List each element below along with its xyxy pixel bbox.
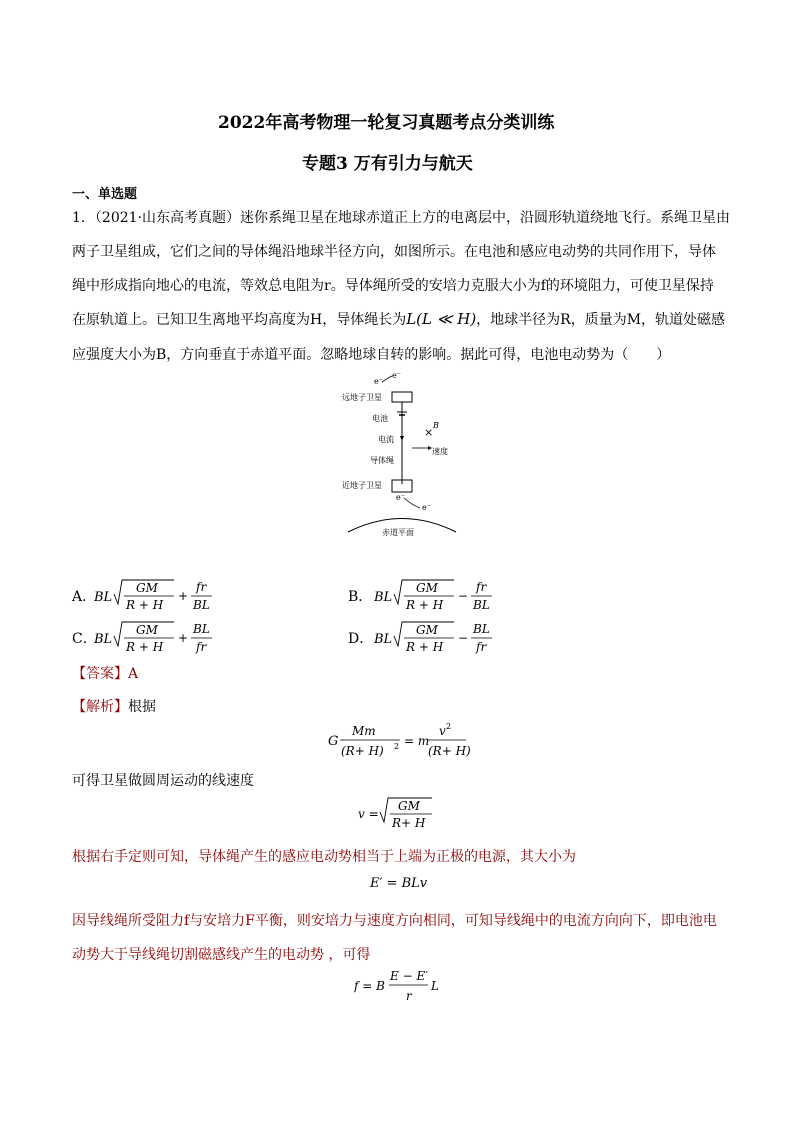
d-bl: BL	[374, 632, 393, 647]
equation-1	[328, 720, 488, 764]
fig-current-label: 电流	[378, 435, 394, 444]
a-gm: GM	[136, 581, 158, 595]
speed-text: 可得卫星做圆周运动的线速度	[72, 773, 254, 789]
force-text-1: 因导线绳所受阻力f与安培力F平衡，则安培力与速度方向相同，可知导线绳中的电流方向向下，即电池电	[72, 913, 717, 929]
question-line-5: 应强度大小为B，方向垂直于赤道平面。忽略地球自转的影响。据此可得，电池电动势为（ ）	[72, 347, 671, 363]
fig-far-satellite-label: 远地子卫星	[342, 393, 382, 402]
b-gm: GM	[416, 581, 438, 595]
eq1-g: G	[328, 734, 339, 749]
eq4-den: r	[406, 989, 412, 1003]
a-rh: R + H	[126, 598, 164, 612]
analysis-line	[72, 696, 156, 716]
eq1-num: Mm	[352, 724, 376, 738]
page-subtitle: 专题3 万有引力与航天	[302, 154, 473, 174]
option-b-label: B．	[348, 589, 373, 605]
c-op: +	[178, 631, 189, 645]
question-line-3: 绳中形成指向地心的电流，等效总电阻为r。导体绳所受的安培力克服大小为f的环境阻力，可使卫星保持	[72, 278, 714, 294]
answer-label: 【答案】	[72, 666, 128, 682]
eq1-exp: 2	[394, 742, 400, 751]
fig-electron-top: e⁻	[374, 377, 383, 386]
answer-value: A	[128, 666, 139, 682]
option-a-formula	[94, 578, 234, 618]
question-line-4a: 在原轨道上。已知卫生离地平均高度为H，导体绳长为	[72, 312, 407, 328]
question-line-4c: ，地球半径为R，质量为M，轨道处磁感	[476, 312, 726, 328]
b-bl-den: BL	[473, 598, 490, 612]
option-d-label: D．	[348, 631, 374, 647]
d-fr-den: fr	[476, 640, 487, 654]
option-c-label: C．	[72, 631, 97, 647]
fig-velocity-label: 速度	[432, 447, 448, 456]
equation-2	[358, 796, 448, 836]
question-line-4	[72, 309, 725, 329]
section-heading: 一、单选题	[72, 187, 138, 202]
fig-electron-bottom2: e⁻	[422, 503, 431, 512]
c-bl-num: BL	[193, 622, 210, 636]
d-gm: GM	[416, 623, 438, 637]
eq4-f: f = B	[354, 979, 385, 993]
eq4-l: L	[431, 979, 439, 993]
fig-equator-label: 赤道平面	[382, 528, 414, 537]
eq1-den: (R+ H)	[341, 744, 384, 758]
a-bl: BL	[94, 590, 113, 605]
analysis-intro: 根据	[128, 699, 156, 715]
fig-electron-bottom: e⁻	[396, 493, 405, 502]
eq4-num: E − E′	[390, 969, 428, 983]
a-fr: fr	[196, 580, 207, 594]
eq2-num: GM	[398, 799, 420, 813]
eq1-num2: v	[439, 724, 446, 738]
right-hand-rule-text: 根据右手定则可知，导体绳产生的感应电动势相当于上端为正极的电源，其大小为	[72, 849, 576, 865]
option-b-formula	[374, 578, 514, 618]
eq1-exp2: 2	[446, 722, 452, 731]
b-bl: BL	[374, 590, 393, 605]
eq2-den: R+ H	[392, 816, 426, 830]
fig-b-label: B	[433, 421, 439, 430]
equation-4	[354, 966, 454, 1010]
fig-rope-label: 导体绳	[370, 456, 394, 465]
tether-satellite-figure	[330, 370, 470, 540]
far-satellite-box	[392, 392, 412, 402]
d-bl-num: BL	[473, 622, 490, 636]
force-text-2: 动势大于导线绳切割磁感线产生的电动势 ，可得	[72, 947, 371, 963]
option-d-formula	[374, 620, 514, 660]
a-op: +	[178, 589, 189, 603]
b-op: −	[458, 589, 469, 603]
fig-battery-label: 电池	[372, 414, 388, 423]
eq1-den2: (R+ H)	[428, 744, 471, 758]
fig-near-satellite-label: 近地子卫星	[342, 481, 382, 490]
b-fr: fr	[476, 580, 487, 594]
rope-length-condition: L(L ≪ H)	[406, 310, 477, 328]
fig-electron-top2: e⁻	[392, 371, 401, 380]
eq2-v: v =	[358, 807, 379, 821]
b-rh: R + H	[406, 598, 444, 612]
a-bl-den: BL	[193, 598, 210, 612]
question-line-1: 1．（2021·山东高考真题）迷你系绳卫星在地球赤道正上方的电离层中，沿圆形轨道绕地飞行。系绳卫星由	[72, 210, 730, 226]
answer-line	[72, 663, 138, 683]
c-bl: BL	[94, 632, 113, 647]
fig-cross-mark: ×	[424, 426, 434, 439]
equation-3: E′ = BLv	[370, 876, 428, 891]
c-gm: GM	[136, 623, 158, 637]
option-a-label: A．	[72, 589, 97, 605]
analysis-label: 【解析】	[72, 699, 128, 715]
c-rh: R + H	[126, 640, 164, 654]
question-line-2: 两子卫星组成，它们之间的导体绳沿地球半径方向，如图所示。在电池和感应电动势的共同作用下，导体	[72, 244, 716, 260]
eq1-eq: = m	[404, 734, 430, 748]
c-fr-den: fr	[196, 640, 207, 654]
option-c-formula	[94, 620, 234, 660]
page-title: 2022年高考物理一轮复习真题考点分类训练	[218, 113, 555, 133]
d-op: −	[458, 631, 469, 645]
d-rh: R + H	[406, 640, 444, 654]
